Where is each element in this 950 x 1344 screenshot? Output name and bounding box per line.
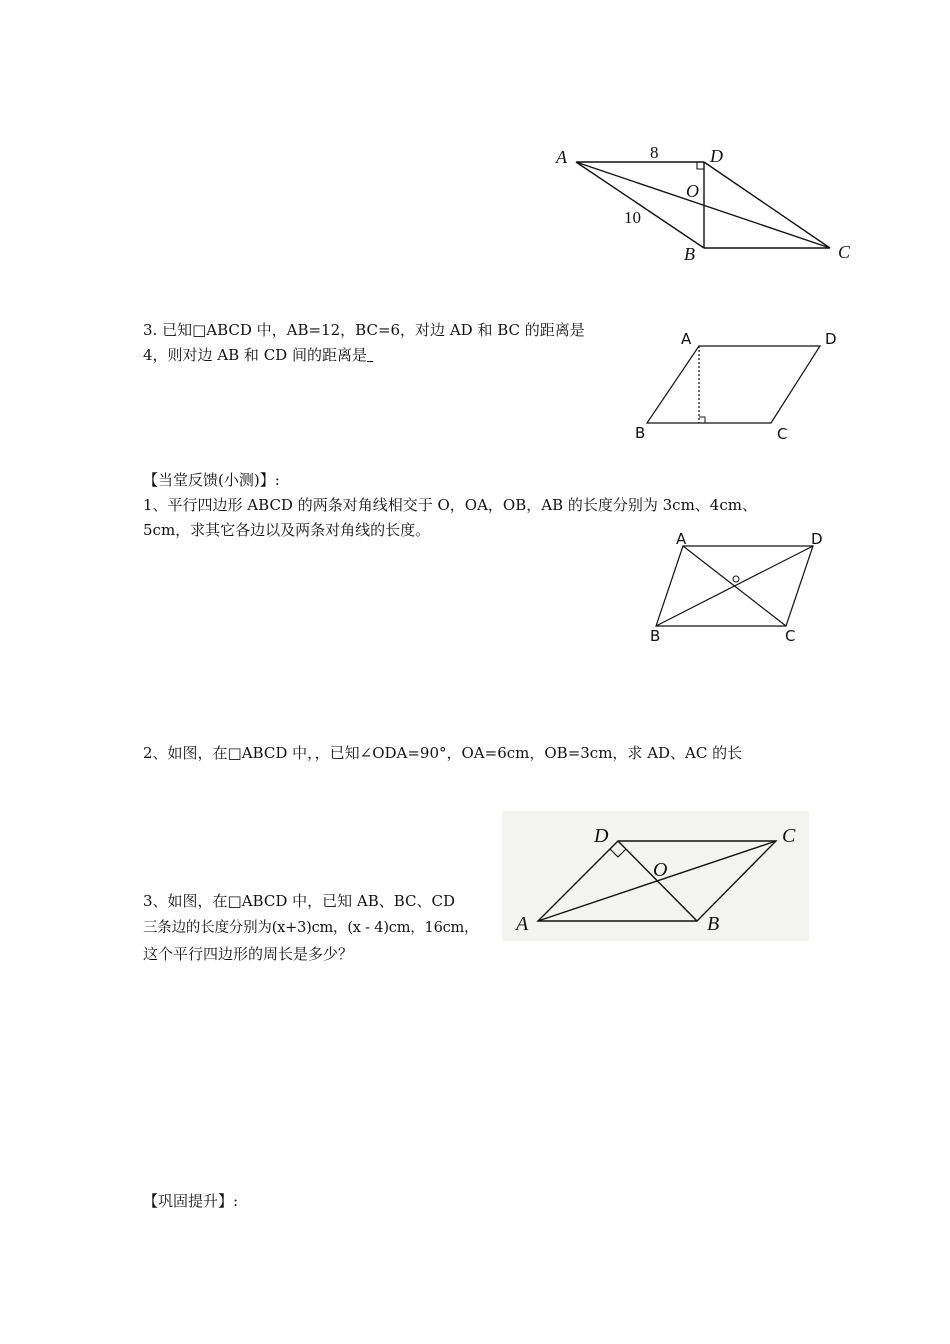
measure-ab: 10 bbox=[624, 208, 641, 227]
problem3-line2-text: 4，则对边 AB 和 CD 间的距离是 bbox=[143, 346, 367, 364]
measure-ad: 8 bbox=[650, 143, 659, 162]
q1-label-B: B bbox=[650, 627, 661, 645]
feedback-q3-line1: 3、如图，在□ABCD 中，已知 AB、BC、CD bbox=[143, 892, 456, 910]
q1-label-A: A bbox=[676, 530, 687, 548]
q3-label-O: O bbox=[653, 859, 668, 881]
label-A: A bbox=[556, 147, 567, 167]
q3-label-D: D bbox=[594, 825, 609, 847]
p3-label-A: A bbox=[681, 330, 692, 348]
feedback-q2: 2、如图，在□ABCD 中，，已知∠ODA=90°，OA=6cm，OB=3cm，求 AD、AC 的长 bbox=[143, 744, 743, 762]
section-feedback-heading: 【当堂反馈(小测)】: bbox=[143, 471, 280, 489]
problem3-line2 bbox=[143, 343, 373, 368]
figure-q3-background bbox=[502, 811, 809, 941]
answer-blank[interactable] bbox=[367, 346, 373, 362]
q1-label-C: C bbox=[785, 627, 796, 645]
label-C: C bbox=[838, 242, 851, 262]
p3-label-D: D bbox=[825, 330, 837, 348]
feedback-q1-line2: 5cm，求其它各边以及两条对角线的长度。 bbox=[143, 521, 431, 539]
q1-label-D: D bbox=[811, 530, 823, 548]
p3-label-C: C bbox=[777, 425, 788, 443]
feedback-q3-line2: 三条边的长度分别为(x+3)cm，(x - 4)cm，16cm， bbox=[143, 920, 479, 936]
p3-label-B: B bbox=[635, 424, 646, 442]
section-consolidate-heading: 【巩固提升】: bbox=[143, 1192, 239, 1210]
q3-label-B: B bbox=[707, 913, 720, 935]
feedback-q3-line3: 这个平行四边形的周长是多少？ bbox=[143, 945, 354, 963]
label-O: O bbox=[686, 181, 699, 201]
q3-label-A: A bbox=[516, 913, 529, 935]
label-D: D bbox=[710, 146, 723, 166]
feedback-q1-line1: 1、平行四边形 ABCD 的两条对角线相交于 O，OA，OB，AB 的长度分别为 3cm、4cm、 bbox=[143, 496, 757, 514]
label-B: B bbox=[684, 244, 695, 264]
q3-label-C: C bbox=[782, 825, 796, 847]
problem3-line1: 3. 已知□ABCD 中，AB=12，BC=6，对边 AD 和 BC 的距离是 bbox=[143, 321, 585, 339]
